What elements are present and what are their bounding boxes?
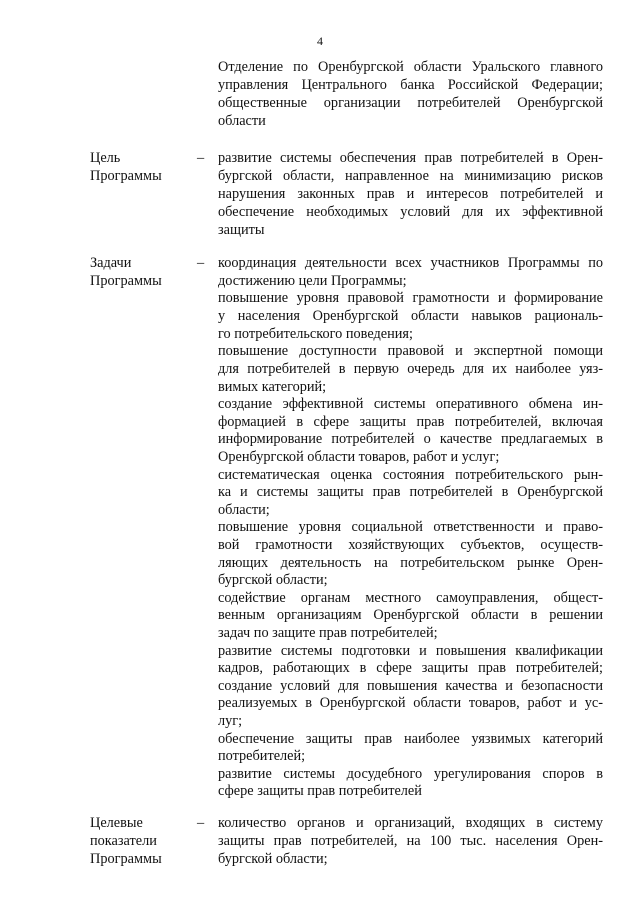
tasks-line: потребителей; [218,748,306,764]
tasks-line: кадров, работающих в сфере защиты прав потребителей; [218,660,603,676]
tasks-line: вой грамотности хозяйствующих субъектов, осуществ- [218,537,603,553]
tasks-line: для потребителей в первую очередь для их наиболее уяз- [218,361,603,377]
tasks-line: луг; [218,713,243,729]
tasks-line: систематическая оценка состояния потребительского рын- [218,467,603,483]
tasks-line: информирование потребителей о качестве предлагаемых в [218,431,603,447]
tasks-line: области; [218,502,270,518]
intro-line: области [218,113,266,129]
page-number: 4 [317,34,323,48]
tasks-line: реализуемых в Оренбургской области товаров, работ и ус- [218,695,603,711]
goal-line: развитие системы обеспечения прав потребителей в Орен- [218,150,603,166]
tasks-line: повышение уровня социальной ответственности и право- [218,519,603,535]
tasks-line: создание эффективной системы оперативного обмена ин- [218,396,603,412]
tasks-line: го потребительского поведения; [218,326,413,342]
tasks-line: Оренбургской области товаров, работ и услуг; [218,449,500,465]
intro-line: Отделение по Оренбургской области Уральского главного [218,59,603,75]
indicators-dash: – [197,815,205,831]
tasks-label: Программы [90,273,162,289]
indicators-line: количество органов и организаций, входящих в систему [218,815,603,831]
tasks-line: повышение уровня правовой грамотности и формирование [218,290,603,306]
tasks-line: развитие системы подготовки и повышения квалификации [218,643,603,659]
tasks-line: венным организациям Оренбургской области в решении [218,607,603,623]
tasks-line: создание условий для повышения качества и безопасности [218,678,603,694]
tasks-line: обеспечение защиты прав наиболее уязвимых категорий [218,731,603,747]
tasks-dash: – [197,255,205,271]
indicators-label: показатели [90,833,157,849]
tasks-line: бургской области; [218,572,328,588]
tasks-line: развитие системы досудебного урегулирования споров в [218,766,603,782]
tasks-line: координация деятельности всех участников Программы по [218,255,603,271]
intro-line: общественные организации потребителей Оренбургской [218,95,603,111]
tasks-line: вимых категорий; [218,379,327,395]
goal-line: обеспечение необходимых условий для их эффективной [218,204,603,220]
indicators-line: бургской области; [218,851,328,867]
tasks-line: ляющих деятельность на потребительском рынке Орен- [218,555,603,571]
tasks-label: Задачи [90,255,132,271]
indicators-label: Целевые [90,815,143,831]
goal-dash: – [197,150,205,166]
tasks-line: достижению цели Программы; [218,273,407,289]
goal-label: Программы [90,168,162,184]
indicators-line: защиты прав потребителей, на 100 тыс. населения Орен- [218,833,603,849]
intro-line: управления Центрального банка Российской Федерации; [218,77,603,93]
tasks-line: ка и системы защиты прав потребителей в Оренбургской [218,484,603,500]
indicators-label: Программы [90,851,162,867]
goal-line: бургской области, направленное на минимизацию рисков [218,168,603,184]
tasks-line: повышение доступности правовой и экспертной помощи [218,343,603,359]
tasks-line: формацией в сфере защиты прав потребителей, включая [218,414,603,430]
goal-label: Цель [90,150,121,166]
tasks-line: задач по защите прав потребителей; [218,625,438,641]
tasks-line: содействие органам местного самоуправления, общест- [218,590,603,606]
goal-line: нарушения законных прав и интересов потребителей и [218,186,603,202]
tasks-line: у населения Оренбургской области навыков рациональ- [218,308,603,324]
goal-line: защиты [218,222,265,238]
tasks-line: сфере защиты прав потребителей [218,783,422,799]
